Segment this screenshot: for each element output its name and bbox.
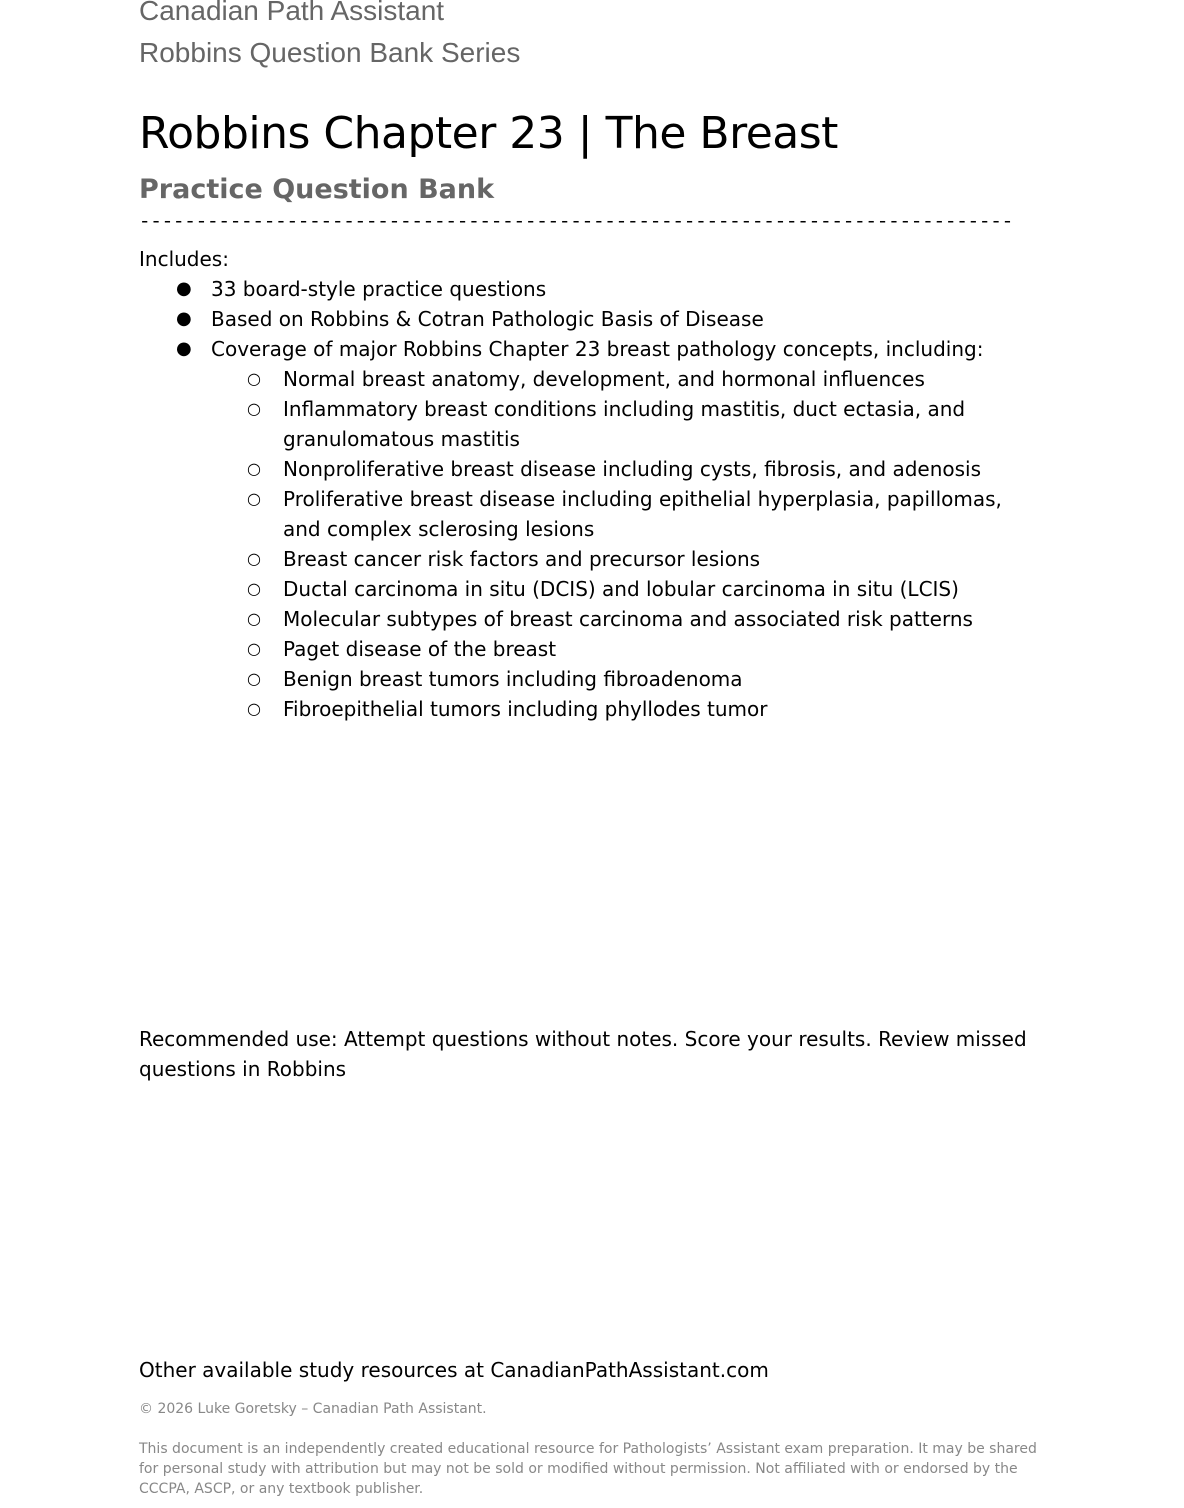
hollow-bullet-icon: ○ [247, 699, 261, 718]
hollow-bullet-icon: ○ [247, 459, 261, 478]
series-name-line-1: Canadian Path Assistant [139, 0, 445, 26]
resources-line: Other available study resources at CanadianPathAssistant.com [139, 1358, 769, 1382]
hollow-bullet-icon: ○ [247, 669, 261, 688]
document-subtitle: Practice Question Bank [139, 174, 495, 205]
document-title: Robbins Chapter 23 | The Breast [139, 108, 838, 159]
hollow-bullet-icon: ○ [247, 549, 261, 568]
hollow-bullet-icon: ○ [247, 609, 261, 628]
topic-text: Fibroepithelial tumors including phyllodes tumor [283, 697, 768, 721]
topic-item [211, 394, 1023, 454]
bullet-icon: ● [176, 338, 192, 359]
dashed-divider: ----------------------------------------------------------------------------- [139, 213, 1014, 232]
hollow-bullet-icon: ○ [247, 579, 261, 598]
topic-item [211, 574, 1023, 604]
list-item-text: 33 board-style practice questions [211, 277, 547, 301]
list-item [139, 334, 1039, 724]
topic-item [211, 544, 1023, 574]
series-name-line-2: Robbins Question Bank Series [139, 37, 521, 68]
list-item-text: Coverage of major Robbins Chapter 23 breast pathology concepts, including: [211, 337, 984, 361]
topic-item [211, 694, 1023, 724]
hollow-bullet-icon: ○ [247, 399, 261, 418]
includes-list [139, 274, 1039, 724]
topic-item [211, 604, 1023, 634]
bullet-icon: ● [176, 278, 192, 299]
topic-item [211, 454, 1023, 484]
topic-text: Proliferative breast disease including epithelial hyperplasia, papillomas, and complex sclerosing lesions [283, 487, 1002, 541]
topic-text: Nonproliferative breast disease including cysts, fibrosis, and adenosis [283, 457, 982, 481]
topic-item [211, 364, 1023, 394]
topic-item [211, 634, 1023, 664]
topic-text: Ductal carcinoma in situ (DCIS) and lobular carcinoma in situ (LCIS) [283, 577, 959, 601]
topic-item [211, 664, 1023, 694]
recommended-use: Recommended use: Attempt questions without notes. Score your results. Review missed questions in Robbins [139, 1027, 1027, 1081]
topic-text: Inflammatory breast conditions including mastitis, duct ectasia, and granulomatous mastitis [283, 397, 966, 451]
topic-text: Breast cancer risk factors and precursor lesions [283, 547, 761, 571]
topic-item [211, 484, 1023, 544]
topic-text: Benign breast tumors including fibroadenoma [283, 667, 743, 691]
list-item-text: Based on Robbins & Cotran Pathologic Basis of Disease [211, 307, 764, 331]
topic-text: Normal breast anatomy, development, and hormonal influences [283, 367, 925, 391]
topics-sublist [211, 364, 1039, 724]
hollow-bullet-icon: ○ [247, 369, 261, 388]
copyright-notice: © 2026 Luke Goretsky – Canadian Path Assistant. [139, 1401, 487, 1417]
hollow-bullet-icon: ○ [247, 639, 261, 658]
topic-text: Molecular subtypes of breast carcinoma and associated risk patterns [283, 607, 973, 631]
topic-text: Paget disease of the breast [283, 637, 557, 661]
includes-label: Includes: [139, 247, 229, 271]
hollow-bullet-icon: ○ [247, 489, 261, 508]
list-item [139, 274, 1039, 304]
list-item [139, 304, 1039, 334]
disclaimer: This document is an independently created educational resource for Pathologists’ Assistant exam preparation. It may be shared for personal study with attribution but may not be sold or modified without permission. Not affiliated with or endorsed by the CCCPA, ASCP, or any textbook publisher. [139, 1441, 1037, 1497]
bullet-icon: ● [176, 308, 192, 329]
